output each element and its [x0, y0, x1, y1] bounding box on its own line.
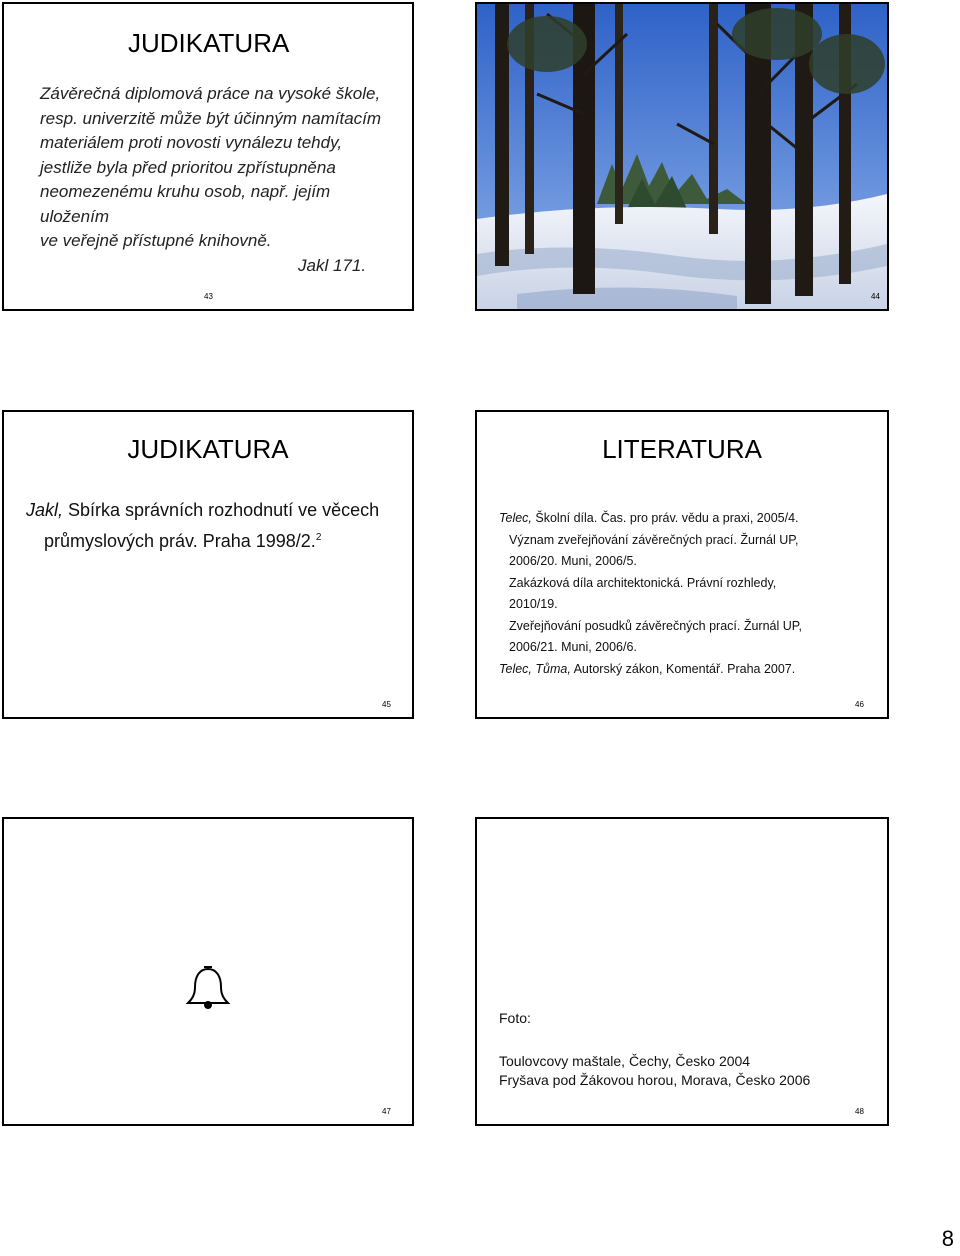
reference-author: Telec, [499, 511, 532, 525]
reference-text: Zveřejňování posudků závěrečných prací. Žurnál UP, [509, 618, 802, 633]
body-text: Sbírka správních rozhodnutí ve věcech [63, 500, 380, 520]
quote-line: jestliže byla před prioritou zpřístupněna [40, 157, 336, 177]
page-number: 8 [941, 1226, 954, 1251]
slide-number: 45 [382, 700, 391, 709]
bell-icon [184, 965, 232, 1013]
reference-item [499, 616, 879, 638]
reference-text: 2010/19. [509, 597, 558, 611]
reference-item [499, 551, 879, 573]
body-text-cont [26, 524, 406, 555]
body-text: průmyslových práv. Praha 1998/2. [44, 531, 316, 551]
credit-line: Toulovcovy maštale, Čechy, Česko 2004 [499, 1053, 751, 1069]
slide-number: 48 [855, 1107, 864, 1116]
reference-item [499, 594, 879, 616]
reference-text: 2006/20. Muni, 2006/5. [509, 554, 637, 568]
footnote-marker: 2 [315, 532, 322, 543]
reference-text: Význam zveřejňování závěrečných prací. Žurnál UP, [509, 532, 799, 547]
slide-number: 44 [871, 292, 880, 301]
winter-forest-photo [477, 4, 887, 309]
reference-item [499, 659, 879, 681]
slide-44 [475, 2, 889, 311]
reference-text: Školní díla. Čas. pro práv. vědu a praxi, 2005/4. [531, 511, 799, 525]
slide-title: LITERATURA [602, 434, 762, 464]
slide-46 [475, 410, 889, 719]
slide-title: JUDIKATURA [128, 28, 290, 58]
slide-number: 43 [204, 292, 213, 301]
quote-line: ve veřejně přístupné knihovně. [40, 231, 272, 250]
reference-text: 2006/21. Muni, 2006/6. [509, 640, 637, 654]
quote-text [40, 82, 400, 278]
slide-body [26, 496, 406, 555]
reference-text: Autorský zákon, Komentář. Praha 2007. [570, 661, 796, 676]
quote-line: resp. univerzitě může být účinným namítacím [40, 108, 382, 128]
slide-number: 47 [382, 1107, 391, 1116]
photo-credits [499, 1009, 810, 1090]
slide-number: 46 [855, 700, 864, 709]
reference-list [499, 508, 879, 680]
reference-item [499, 530, 879, 552]
reference-item [499, 508, 879, 530]
reference-text: Zakázková díla architektonická. Právní rozhledy, [509, 575, 777, 590]
reference-item [499, 573, 879, 595]
reference-item [499, 637, 879, 659]
slide-title: JUDIKATURA [127, 434, 289, 464]
quote-citation: Jakl 171. [298, 255, 367, 275]
quote-line: materiálem proti novosti vynálezu tehdy, [40, 133, 343, 152]
quote-line: Závěrečná diplomová práce na vysoké škole, [40, 84, 381, 103]
quote-line: neomezenému kruhu osob, např. jejím [40, 182, 331, 201]
slide-47 [2, 817, 414, 1126]
quote-line: uložením [40, 206, 109, 226]
credits-label: Foto: [499, 1010, 531, 1026]
slide-48 [475, 817, 889, 1126]
author-name: Jakl, [26, 500, 64, 520]
slide-45 [2, 410, 414, 719]
reference-author: Telec, Tůma, [499, 661, 571, 676]
slide-43 [2, 2, 414, 311]
credit-line: Fryšava pod Žákovou horou, Morava, Česko 2006 [499, 1072, 811, 1088]
